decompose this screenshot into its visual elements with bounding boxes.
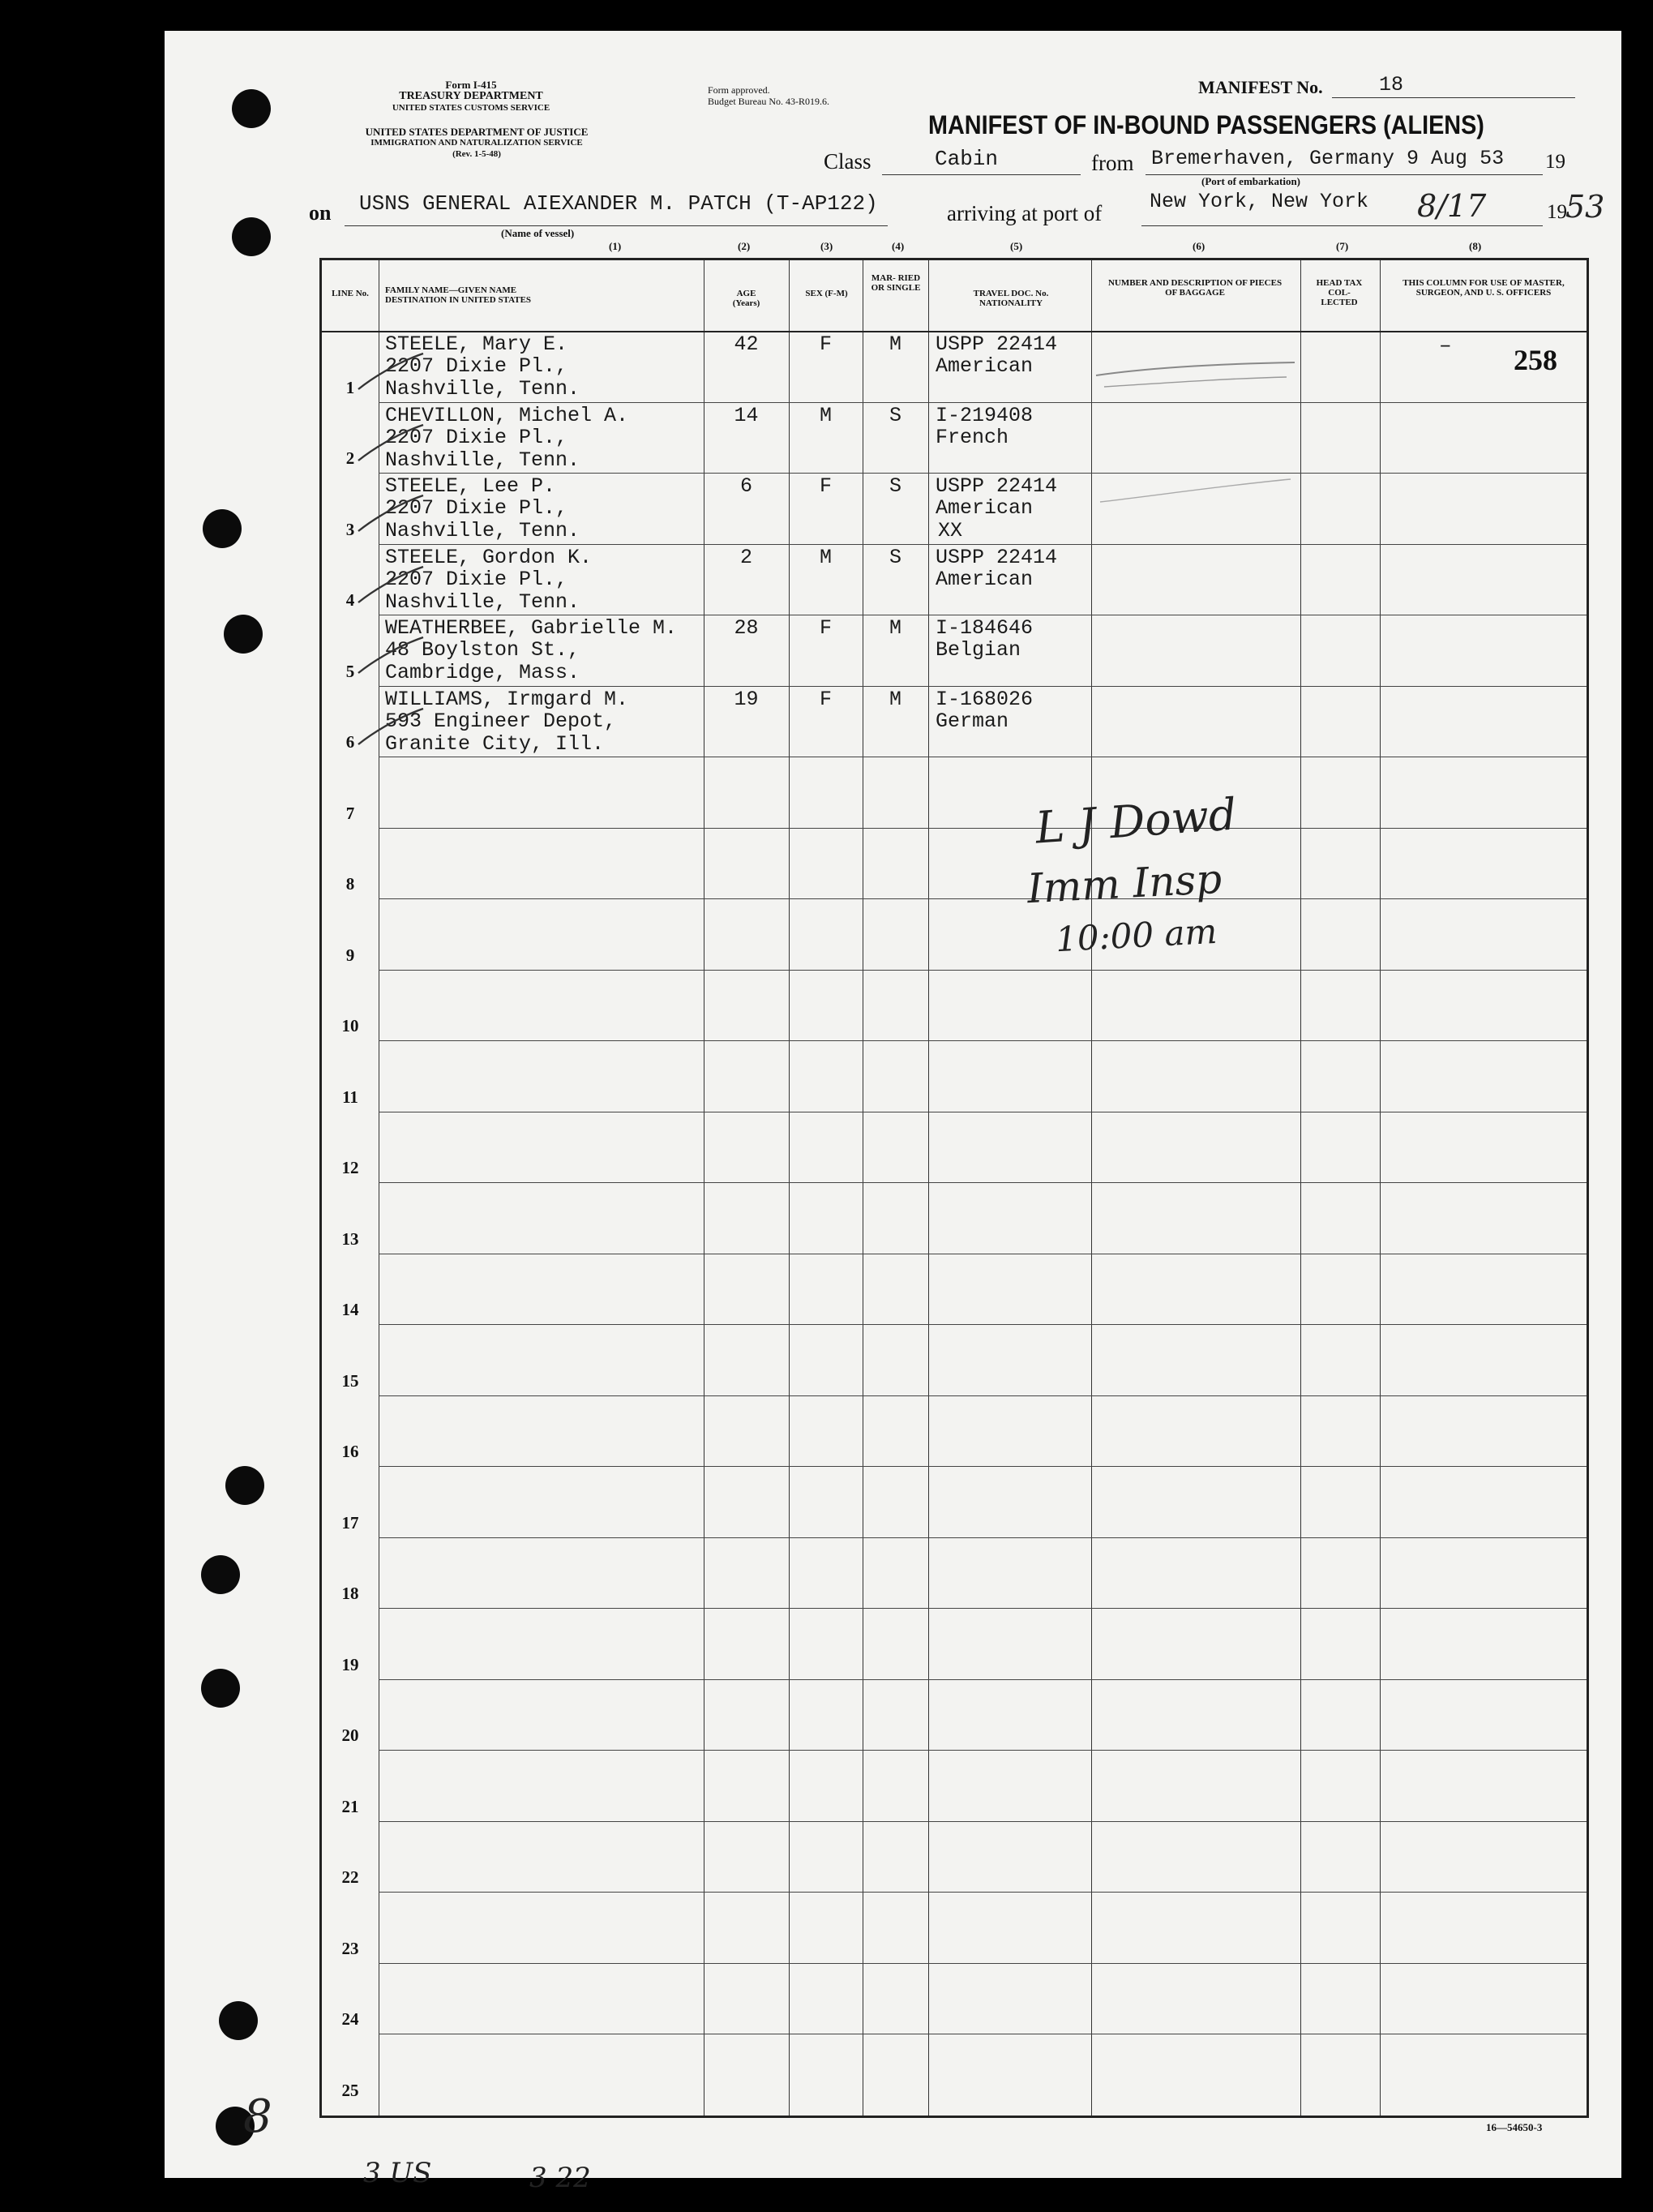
- passenger-sex: M: [819, 403, 832, 427]
- row-divider: [379, 1466, 1587, 1467]
- line-number: 25: [341, 2080, 359, 2100]
- line-number: 6: [345, 732, 355, 752]
- vessel-caption: (Name of vessel): [501, 227, 575, 239]
- line-number: 15: [341, 1370, 359, 1391]
- row-divider: [379, 473, 1587, 474]
- line-number: 5: [345, 661, 355, 681]
- row-divider: [379, 1395, 1587, 1396]
- arrival-underline: [1141, 225, 1543, 226]
- col-num-2: (2): [738, 240, 751, 252]
- line-number: 8: [345, 874, 355, 894]
- line-number: 24: [341, 2009, 359, 2029]
- passenger-nationality: German: [936, 709, 1009, 733]
- col-divider: [1380, 260, 1381, 2116]
- passenger-name: STEELE, Mary E.: [385, 332, 568, 356]
- row-divider: [379, 1892, 1587, 1893]
- budget-bureau: Budget Bureau No. 43-R019.6.: [708, 96, 829, 107]
- line-number: 2: [345, 448, 355, 468]
- manifest-sheet: [165, 31, 1621, 2194]
- punch-hole: [201, 1555, 240, 1594]
- line-number: 14: [341, 1300, 359, 1319]
- col-num-5: (5): [1010, 240, 1023, 252]
- check-mark-icon: [354, 489, 427, 538]
- passenger-extra-mark: XX: [938, 519, 963, 542]
- check-mark-icon: [354, 560, 427, 609]
- col-num-8: (8): [1469, 240, 1482, 252]
- passenger-address-street: 593 Engineer Depot,: [385, 709, 617, 733]
- line-number: 18: [341, 1584, 359, 1603]
- passenger-nationality: French: [936, 425, 1009, 449]
- line-number: 1: [345, 377, 355, 397]
- line-number: 4: [345, 590, 355, 610]
- passenger-name: WILLIAMS, Irmgard M.: [385, 687, 629, 711]
- passenger-sex: F: [819, 616, 832, 640]
- class-value: Cabin: [935, 147, 999, 171]
- passenger-address-city: Nashville, Tenn.: [385, 377, 580, 401]
- passenger-marital-status: M: [889, 332, 901, 356]
- header-name: FAMILY NAME—GIVEN NAME DESTINATION IN UNITED STATES: [385, 285, 532, 305]
- customs-service: UNITED STATES CUSTOMS SERVICE: [392, 103, 550, 113]
- passenger-age: 2: [739, 545, 752, 569]
- col-divider: [928, 260, 929, 2116]
- passenger-name: WEATHERBEE, Gabrielle M.: [385, 616, 678, 640]
- punch-hole: [232, 89, 271, 128]
- line-number: 21: [341, 1796, 359, 1816]
- punch-hole: [232, 217, 271, 256]
- manifest-underline: [1332, 97, 1575, 98]
- row-divider: [379, 1537, 1587, 1538]
- passenger-table: [319, 258, 1589, 2118]
- ins: IMMIGRATION AND NATURALIZATION SERVICE: [370, 138, 583, 148]
- justice-department: UNITED STATES DEPARTMENT OF JUSTICE: [365, 126, 589, 138]
- col-divider: [1300, 260, 1301, 2116]
- line-number: 12: [341, 1158, 359, 1177]
- manifest-title: MANIFEST OF IN-BOUND PASSENGERS (ALIENS): [928, 110, 1484, 139]
- col-divider: [789, 260, 790, 2116]
- col-num-7: (7): [1336, 240, 1349, 252]
- row-divider: [379, 1750, 1587, 1751]
- inspection-time: 10:00 am: [1054, 911, 1218, 960]
- header-age: AGE (Years): [732, 289, 760, 308]
- passenger-sex: F: [819, 474, 832, 498]
- from-value: Bremerhaven, Germany 9 Aug 53: [1151, 147, 1505, 170]
- row-divider: [379, 686, 1587, 687]
- passenger-nationality: American: [936, 496, 1034, 520]
- from-label: from: [1091, 151, 1134, 175]
- col-num-3: (3): [820, 240, 833, 252]
- line-number: 9: [345, 945, 355, 965]
- on-label: on: [309, 201, 332, 225]
- line-number: 17: [341, 1512, 359, 1533]
- passenger-address-street: 2207 Dixie Pl.,: [385, 496, 568, 520]
- revision: (Rev. 1-5-48): [452, 149, 501, 159]
- punch-hole: [224, 615, 263, 654]
- check-mark-icon: [354, 702, 427, 751]
- passenger-marital-status: M: [889, 616, 901, 640]
- passenger-sex: F: [819, 687, 832, 711]
- line-number: 23: [341, 1938, 359, 1958]
- row-divider: [379, 1040, 1587, 1041]
- row-divider: [379, 970, 1587, 971]
- passenger-travel-doc: USPP 22414: [936, 474, 1058, 498]
- check-mark-icon: [354, 631, 427, 679]
- passenger-nationality: American: [936, 567, 1034, 591]
- line-number: 16: [341, 1442, 359, 1461]
- passenger-nationality: Belgian: [936, 638, 1021, 662]
- bottom-note-1: 3 US: [363, 2157, 432, 2189]
- line-number: 3: [345, 519, 355, 539]
- vessel-name: USNS GENERAL AIEXANDER M. PATCH (T-AP122): [359, 191, 878, 216]
- passenger-marital-status: S: [889, 403, 901, 427]
- passenger-sex: F: [819, 332, 832, 356]
- passenger-travel-doc: I-168026: [936, 687, 1034, 711]
- row-divider: [379, 828, 1587, 829]
- form-approved: Form approved.: [708, 84, 770, 96]
- port-embarkation-caption: (Port of embarkation): [1201, 175, 1301, 187]
- header-married: MAR- RIED OR SINGLE: [871, 273, 921, 293]
- row-divider: [379, 402, 1587, 403]
- arrival-date-handwritten: 8/17: [1417, 188, 1487, 224]
- passenger-travel-doc: USPP 22414: [936, 545, 1058, 569]
- row-divider: [379, 1679, 1587, 1680]
- passenger-age: 6: [739, 474, 752, 498]
- margin-mark: 8: [243, 2090, 272, 2143]
- passenger-age: 19: [734, 687, 759, 711]
- passenger-name: STEELE, Gordon K.: [385, 545, 593, 569]
- vessel-underline: [345, 225, 888, 226]
- manifest-number: 18: [1379, 73, 1404, 96]
- form-number: Form I-415: [445, 79, 497, 91]
- passenger-address-street: 2207 Dixie Pl.,: [385, 354, 568, 378]
- passenger-marital-status: S: [889, 545, 901, 569]
- col-num-1: (1): [609, 240, 622, 252]
- passenger-nationality: American: [936, 354, 1034, 378]
- punch-hole: [225, 1466, 264, 1505]
- row-divider: [379, 1821, 1587, 1822]
- arriving-label: arriving at port of: [947, 201, 1103, 225]
- year-handwritten: 53: [1565, 189, 1605, 225]
- year-prefix-2: 19: [1547, 201, 1567, 223]
- line-number: 10: [341, 1016, 359, 1035]
- line-number: 11: [342, 1087, 358, 1107]
- line-number: 7: [345, 803, 355, 823]
- passenger-marital-status: M: [889, 687, 901, 711]
- class-label: Class: [824, 149, 871, 174]
- passenger-name: CHEVILLON, Michel A.: [385, 403, 629, 427]
- row-divider: [379, 1608, 1587, 1609]
- year-prefix-1: 19: [1545, 151, 1565, 173]
- manifest-label: MANIFEST No.: [1198, 77, 1323, 97]
- header-baggage: NUMBER AND DESCRIPTION OF PIECES OF BAGGAGE: [1107, 278, 1283, 298]
- arrival-port: New York, New York: [1150, 190, 1369, 213]
- passenger-age: 14: [734, 403, 759, 427]
- baggage-pencil-marks: [1092, 341, 1303, 536]
- passenger-age: 42: [734, 332, 759, 356]
- passenger-address-city: Nashville, Tenn.: [385, 589, 580, 614]
- passenger-travel-doc: I-219408: [936, 403, 1034, 427]
- passenger-address-street: 48 Boylston St.,: [385, 638, 580, 662]
- passenger-address-street: 2207 Dixie Pl.,: [385, 425, 568, 449]
- col-num-4: (4): [892, 240, 905, 252]
- passenger-travel-doc: USPP 22414: [936, 332, 1058, 356]
- bottom-note-2: 3 22: [529, 2162, 591, 2194]
- inspector-title: Imm Insp: [1026, 855, 1223, 913]
- check-mark-icon: [354, 418, 427, 467]
- passenger-address-city: Cambridge, Mass.: [385, 661, 580, 684]
- passenger-address-city: Granite City, Ill.: [385, 731, 605, 756]
- department: TREASURY DEPARTMENT: [399, 90, 543, 102]
- inspector-signature: L J Dowd: [1034, 788, 1239, 854]
- header-officers: THIS COLUMN FOR USE OF MASTER, SURGEON, AND U. S. OFFICERS: [1402, 278, 1565, 298]
- row-divider: [379, 1324, 1587, 1325]
- footer-code: 16—54650-3: [1486, 2121, 1543, 2133]
- class-underline: [882, 174, 1081, 175]
- line-number: 13: [341, 1228, 359, 1249]
- passenger-travel-doc: I-184646: [936, 616, 1034, 640]
- passenger-address-street: 2207 Dixie Pl.,: [385, 567, 568, 591]
- row-divider: [379, 898, 1587, 899]
- passenger-address-city: Nashville, Tenn.: [385, 519, 580, 542]
- passenger-address-city: Nashville, Tenn.: [385, 448, 580, 472]
- passenger-marital-status: S: [889, 474, 901, 498]
- punch-hole: [201, 1669, 240, 1708]
- officer-dash: –: [1439, 333, 1452, 358]
- col-divider: [1091, 260, 1092, 2116]
- col-num-6: (6): [1193, 240, 1205, 252]
- passenger-name: STEELE, Lee P.: [385, 474, 556, 498]
- line-number: 19: [341, 1654, 359, 1674]
- punch-hole: [219, 2001, 258, 2040]
- header-line-no: LINE No.: [332, 289, 369, 298]
- row-divider: [379, 1963, 1587, 1964]
- check-mark-icon: [354, 347, 427, 396]
- line-number: 22: [341, 1867, 359, 1887]
- row-divider: [379, 1182, 1587, 1183]
- officer-number: 258: [1514, 344, 1557, 376]
- header-sex: SEX (F-M): [805, 289, 848, 298]
- punch-hole: [203, 509, 242, 548]
- line-number: 20: [341, 1725, 359, 1745]
- row-divider: [379, 544, 1587, 545]
- passenger-sex: M: [819, 545, 832, 569]
- header-tax: HEAD TAX COL- LECTED: [1316, 278, 1363, 307]
- header-travel: TRAVEL DOC. No. NATIONALITY: [973, 289, 1049, 308]
- passenger-age: 28: [734, 616, 759, 640]
